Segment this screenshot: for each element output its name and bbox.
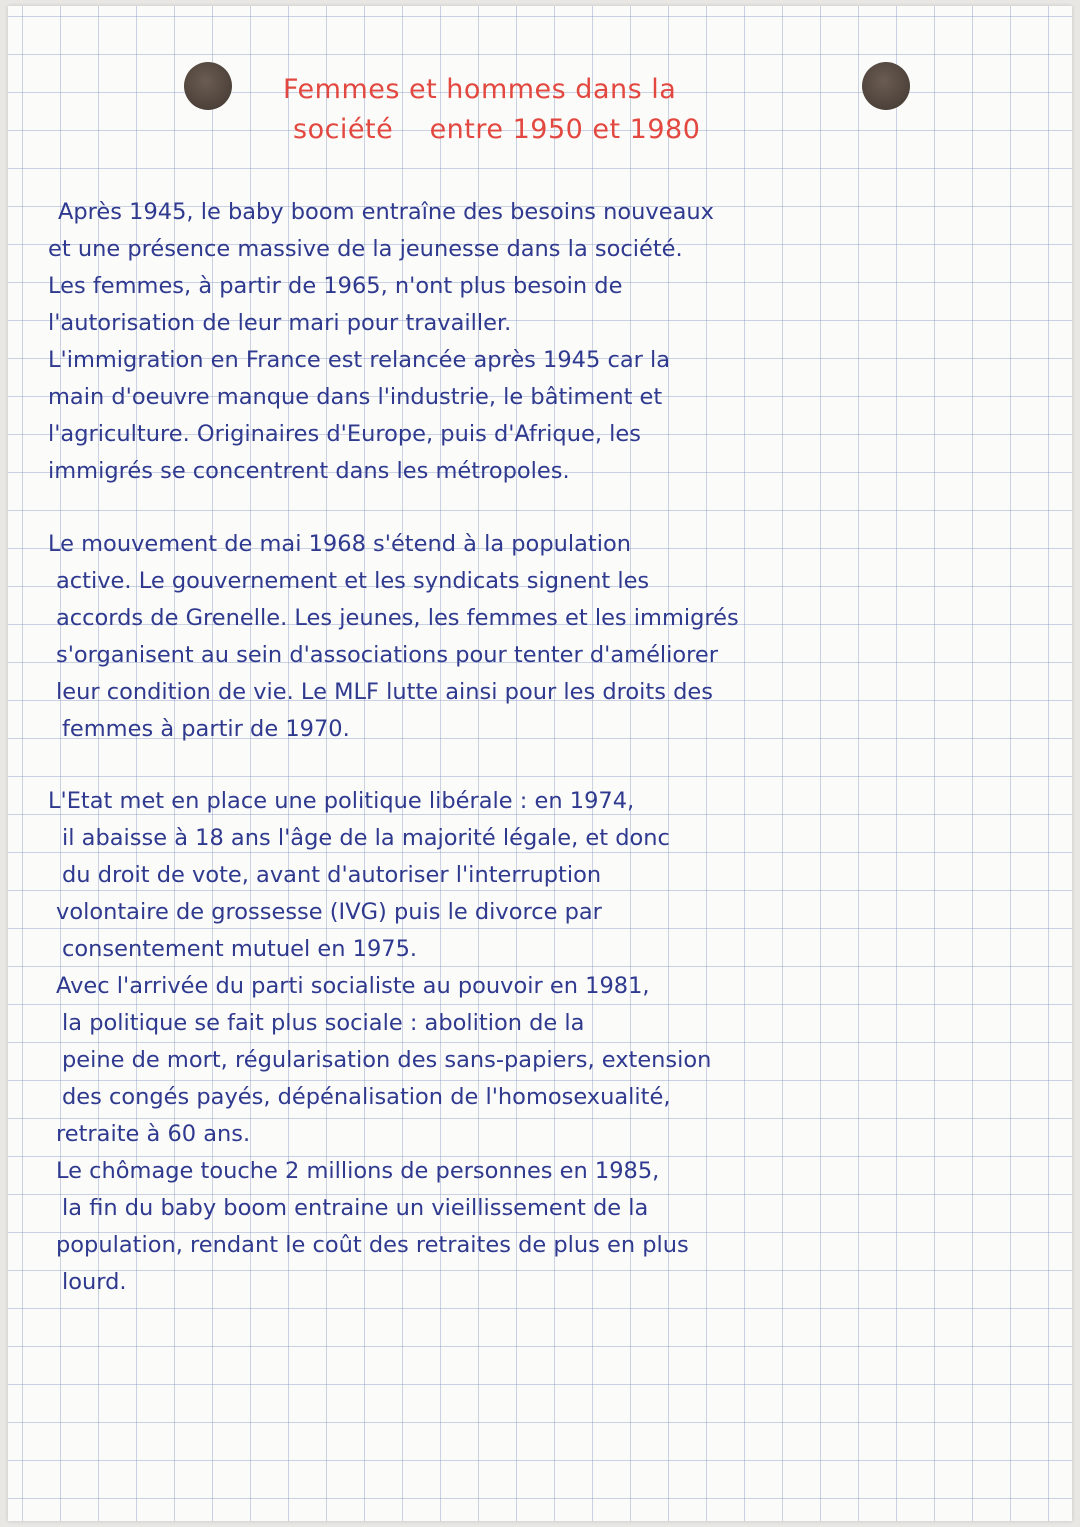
text-line: accords de Grenelle. Les jeunes, les femmes et les immigrés (56, 605, 739, 631)
paragraph-1 (48, 194, 1058, 490)
text-line: immigrés se concentrent dans les métropoles. (48, 458, 570, 484)
text-line: et une présence massive de la jeunesse dans la société. (48, 236, 683, 262)
text-line: peine de mort, régularisation des sans-papiers, extension (62, 1047, 712, 1073)
page-title-line-2: société entre 1950 et 1980 (293, 114, 701, 145)
text-line: volontaire de grossesse (IVG) puis le divorce par (56, 899, 602, 925)
text-line: leur condition de vie. Le MLF lutte ainsi pour les droits des (56, 679, 713, 705)
text-line: des congés payés, dépénalisation de l'homosexualité, (62, 1084, 671, 1110)
text-line: l'agriculture. Originaires d'Europe, puis d'Afrique, les (48, 421, 641, 447)
text-line: population, rendant le coût des retraites de plus en plus (56, 1232, 689, 1258)
text-line: il abaisse à 18 ans l'âge de la majorité légale, et donc (62, 825, 670, 851)
text-line: L'Etat met en place une politique libérale : en 1974, (48, 788, 635, 814)
text-line: la politique se fait plus sociale : abolition de la (62, 1010, 585, 1036)
binder-hole-right (862, 62, 910, 110)
page-title-line-1: Femmes et hommes dans la (283, 74, 677, 105)
paragraph-3 (48, 783, 1058, 1301)
text-line: s'organisent au sein d'associations pour tenter d'améliorer (56, 642, 719, 668)
text-line: du droit de vote, avant d'autoriser l'interruption (62, 862, 602, 888)
text-line: l'autorisation de leur mari pour travailler. (48, 310, 512, 336)
text-line: Le chômage touche 2 millions de personnes en 1985, (56, 1158, 660, 1184)
text-line: femmes à partir de 1970. (62, 716, 350, 742)
text-line: la fin du baby boom entraine un vieillissement de la (62, 1195, 649, 1221)
text-line: Après 1945, le baby boom entraîne des besoins nouveaux (58, 199, 714, 225)
text-line: consentement mutuel en 1975. (62, 936, 418, 962)
text-line: active. Le gouvernement et les syndicats signent les (56, 568, 650, 594)
binder-hole-left (184, 62, 232, 110)
text-line: main d'oeuvre manque dans l'industrie, le bâtiment et (48, 384, 663, 410)
text-line: L'immigration en France est relancée après 1945 car la (48, 347, 671, 373)
text-line: Le mouvement de mai 1968 s'étend à la population (48, 531, 632, 557)
text-line: retraite à 60 ans. (56, 1121, 251, 1147)
text-line: Avec l'arrivée du parti socialiste au pouvoir en 1981, (56, 973, 650, 999)
text-line: lourd. (62, 1269, 127, 1295)
paragraph-2 (48, 526, 1058, 748)
text-line: Les femmes, à partir de 1965, n'ont plus besoin de (48, 273, 623, 299)
notebook-page (8, 6, 1072, 1521)
